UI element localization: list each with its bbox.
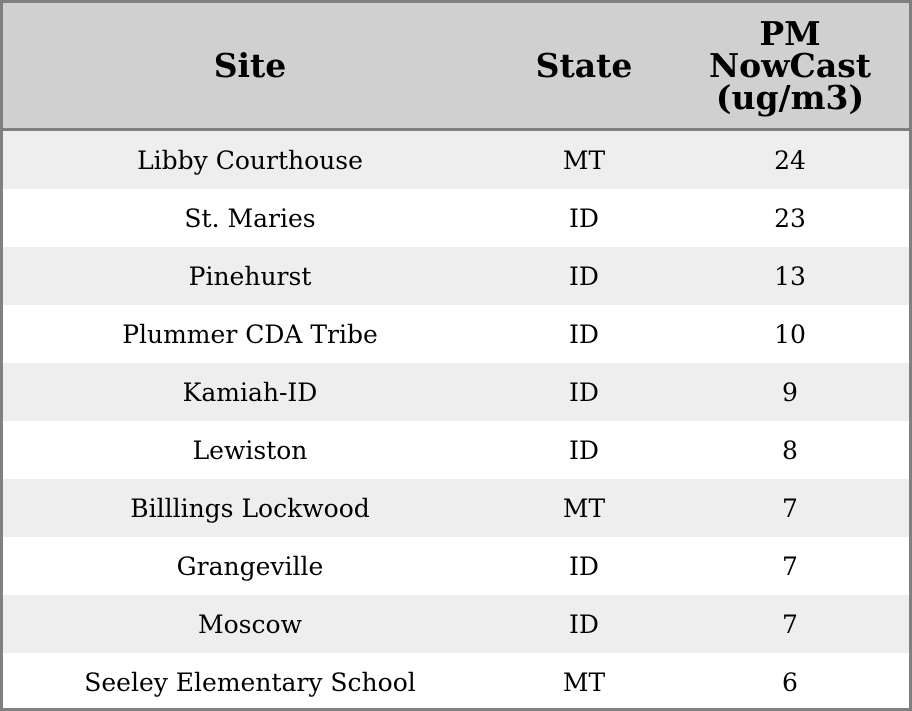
cell-state: MT — [497, 130, 671, 190]
cell-pm-value: 24 — [671, 130, 909, 190]
cell-state: ID — [497, 421, 671, 479]
column-header-pm-nowcast: PM NowCast (ug/m3) — [671, 3, 909, 130]
column-header-site: Site — [3, 3, 497, 130]
cell-pm-value: 6 — [671, 653, 909, 711]
table-row — [3, 305, 909, 363]
pm-nowcast-table — [3, 3, 909, 711]
cell-site: Grangeville — [3, 537, 497, 595]
cell-state: ID — [497, 363, 671, 421]
table-header — [3, 3, 909, 130]
cell-site: Libby Courthouse — [3, 130, 497, 190]
table-row — [3, 421, 909, 479]
table-row — [3, 653, 909, 711]
table-row — [3, 130, 909, 190]
cell-site: Lewiston — [3, 421, 497, 479]
cell-pm-value: 10 — [671, 305, 909, 363]
table-body — [3, 130, 909, 711]
cell-state: MT — [497, 653, 671, 711]
column-header-state: State — [497, 3, 671, 130]
cell-site: Pinehurst — [3, 247, 497, 305]
cell-pm-value: 7 — [671, 479, 909, 537]
cell-state: ID — [497, 305, 671, 363]
cell-pm-value: 7 — [671, 595, 909, 653]
cell-pm-value: 7 — [671, 537, 909, 595]
table-row — [3, 595, 909, 653]
table-row — [3, 479, 909, 537]
cell-site: Billlings Lockwood — [3, 479, 497, 537]
cell-site: Plummer CDA Tribe — [3, 305, 497, 363]
cell-state: ID — [497, 595, 671, 653]
cell-pm-value: 9 — [671, 363, 909, 421]
cell-pm-value: 23 — [671, 189, 909, 247]
cell-site: Moscow — [3, 595, 497, 653]
table-row — [3, 363, 909, 421]
cell-site: St. Maries — [3, 189, 497, 247]
table-row — [3, 537, 909, 595]
cell-state: ID — [497, 247, 671, 305]
cell-pm-value: 8 — [671, 421, 909, 479]
cell-site: Kamiah-ID — [3, 363, 497, 421]
header-row — [3, 3, 909, 130]
cell-state: ID — [497, 189, 671, 247]
cell-state: ID — [497, 537, 671, 595]
table-row — [3, 189, 909, 247]
table-row — [3, 247, 909, 305]
cell-state: MT — [497, 479, 671, 537]
cell-pm-value: 13 — [671, 247, 909, 305]
cell-site: Seeley Elementary School — [3, 653, 497, 711]
